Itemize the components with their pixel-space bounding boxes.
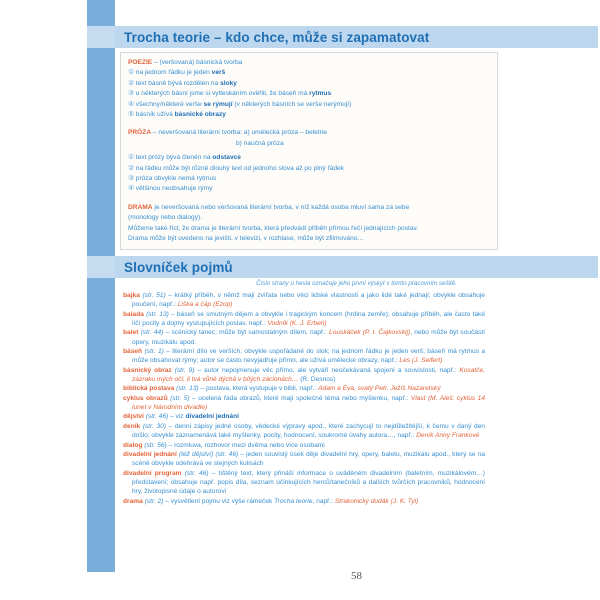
drama-paragraph: Můžeme také říct, že drama je literární tvorba, která předvádí příběh přímou řečí jednajících postav. <box>128 224 419 232</box>
item-text: próza obvykle nemá rytmus <box>135 175 217 183</box>
glossary-page-ref: (str. 56) <box>144 441 167 449</box>
glossary-term: bajka <box>123 292 140 299</box>
glossary-work-title: Strakonický dudák (J. K. Tyl) <box>334 497 419 505</box>
glossary-entry-biblicka-postava <box>123 384 485 393</box>
item-text: básník užívá <box>135 111 175 119</box>
decorative-left-bar-theory-segment <box>87 26 115 48</box>
proza-item <box>128 174 490 184</box>
glossary-body: – postava, která vystupuje v bibli, např.: <box>198 385 319 393</box>
item-text: všechny/některé verše <box>135 100 204 108</box>
list-marker: ① <box>128 154 135 162</box>
glossary-body-after: (R. Desnos) <box>298 376 336 384</box>
section-title-glossary: Slovníček pojmů <box>124 259 233 275</box>
glossary-note: Číslo strany u hesla označuje jeho první výskyt v tomto pracovním sešitě. <box>256 280 457 287</box>
glossary-work-title: Kosatče, zázraku mých očí, li tvá vůně dýchá v bílých záclonách… <box>132 366 485 384</box>
item-text: na jednom řádku je jeden <box>135 69 212 77</box>
glossary-page-ref: (str. 2) <box>144 497 164 505</box>
glossary-work-title: Liška a čáp (Ezop) <box>177 301 233 309</box>
glossary-alt-name: (též dějství) <box>178 450 214 458</box>
glossary-body-after: , např.: <box>312 497 335 505</box>
list-marker: ④ <box>128 185 135 193</box>
glossary-work-title: Louskáček (P. I. Čajkovskij) <box>329 329 411 337</box>
item-text: na řádku může být různě dlouhý text od jednoho slova až po plný řádek <box>135 164 344 172</box>
proza-item <box>128 164 490 174</box>
spacer <box>128 195 490 203</box>
glossary-page-ref: (str. 13) <box>146 310 169 318</box>
glossary-entry-divadelni-program <box>123 469 485 497</box>
glossary-term: balada <box>123 310 144 318</box>
glossary-entry-cyklus-obrazu <box>123 394 485 413</box>
glossary-page-ref: (str. 44) <box>140 329 164 337</box>
glossary-body: – autor nepojmenuje věc přímo, ale vytváří neočekávaná spojení a souvislosti, např.: <box>194 366 460 374</box>
glossary-entry-drama <box>123 497 485 506</box>
glossary-body: – viz <box>168 413 186 421</box>
glossary-page-ref: (str. 5) <box>170 394 190 402</box>
glossary-page-ref: (str. 51) <box>142 292 166 299</box>
glossary-page-ref: (str. 30) <box>142 422 167 430</box>
glossary-body: – jeden souvislý úsek děje divadelní hry, opery, baletu, muzikálu apod., který se na scéně obvykle odehrává ve stejných kulisách <box>132 450 485 468</box>
decorative-left-bar <box>87 0 115 572</box>
list-marker: ① <box>128 69 135 77</box>
poezie-item <box>128 68 490 78</box>
item-bold: rytmus <box>309 90 332 98</box>
item-bold: odstavce <box>212 154 241 162</box>
glossary-work-title: Vlast (M. Aleš: cyklus 14 lunet v Národním divadle) <box>132 394 485 412</box>
glossary-page-ref: (str. 46) <box>215 450 239 458</box>
glossary-body: – literární dílo ve verších, obvykle uspořádané do slok; na jednom řádku je jeden verš; báseň má rytmus a může obsahovat rýmy; autor se často nevyjadřuje přímo, ale užívá umělecké obrazy, např.: <box>132 348 485 365</box>
poezie-item <box>128 100 490 110</box>
glossary-body: – tištěný text, který přináší informace o uváděném divadelním (baletním, muzikálovém…) představení; obsahuje např. popis díla, seznam účinkujících herců/tanečníků a dalších tvůrčích pracovníků, hodnocení hry, životopisné údaje o autorovi <box>132 469 485 496</box>
poezie-item <box>128 110 490 120</box>
proza-label: PRÓZA <box>128 129 152 137</box>
list-marker: ② <box>128 79 135 87</box>
glossary-body: – báseň se smutným dějem a obvykle i tragickým koncem (hrdina zemře); obsahuje příběh, ale často také líčí pocity a dojmy vystupujících postav, např.: <box>132 310 485 328</box>
glossary-term: básnický obraz <box>123 366 172 374</box>
drama-heading-rest: je neveršovaná nebo veršovaná literární tvorba, v níž každá osoba mluví sama za sebe <box>152 203 410 211</box>
glossary-entry-balet <box>123 328 485 347</box>
glossary-entry-dialog <box>123 441 485 450</box>
proza-heading <box>128 128 490 138</box>
glossary-entry-denik <box>123 422 485 441</box>
glossary-entry-basen <box>123 347 485 366</box>
item-bold: se rýmují <box>203 100 233 108</box>
glossary-term: dějství <box>123 413 144 421</box>
proza-heading-rest: – neveršovaná literární tvorba: a) umělecká próza – beletrie <box>151 129 328 137</box>
glossary-term: deník <box>123 422 141 430</box>
list-marker: ② <box>128 164 135 172</box>
glossary-page-ref: (str. 9) <box>174 366 195 374</box>
glossary-entry-bajka <box>123 291 485 310</box>
item-text: text prózy bývá členěn na <box>135 154 213 162</box>
decorative-left-bar-glossary-segment <box>87 256 115 278</box>
glossary-box-reference: Trocha teorie <box>274 497 313 505</box>
item-text: většinou neobsahuje rýmy <box>135 185 213 193</box>
item-bold: verš <box>211 69 226 77</box>
proza-heading-line2: b) naučná próza <box>236 139 284 147</box>
glossary-cross-reference: divadelní jednání <box>185 413 239 421</box>
glossary-entry-basnicky-obraz <box>123 366 485 385</box>
glossary-term: balet <box>123 329 139 337</box>
glossary-body: – denní zápisy jedné osoby, vědecké výpravy apod., které zachycují to nejdůležitější, k čemu v daný den došlo; obvykle zaznamenává také myšlenky, pocity, hodnocení, soukromé úvahy autora…, např.: <box>132 422 485 440</box>
drama-paragraph: (monology nebo dialogy). <box>128 214 203 222</box>
glossary-term: báseň <box>123 348 143 356</box>
glossary-entry-dejstvi <box>123 412 485 421</box>
item-text: u některých básní jsme si vytleskáním ověřili, že báseň má <box>135 90 310 98</box>
spacer <box>128 120 490 128</box>
page-content <box>115 0 600 600</box>
drama-heading <box>128 203 490 213</box>
section-banner-glossary <box>115 256 598 278</box>
glossary-term: divadelní program <box>123 469 182 477</box>
glossary-work-title: Deník Anny Frankové <box>416 432 480 440</box>
poezie-heading-rest: – (veršovaná) básnická tvorba <box>152 59 243 66</box>
glossary-term: dialog <box>123 441 143 449</box>
glossary-term: cyklus obrazů <box>123 394 168 402</box>
glossary-work-title: Vodník (K. J. Erben) <box>267 320 327 328</box>
glossary-body: – rozmluva, rozhovor mezi dvěma nebo více osobami <box>166 441 325 449</box>
glossary-term: divadelní jednání <box>123 450 177 458</box>
list-marker: ③ <box>128 90 135 98</box>
glossary-page-ref: (str. 13) <box>176 385 199 393</box>
glossary-entry-balada <box>123 310 485 329</box>
item-text: text básně bývá rozdělen na <box>135 79 221 87</box>
glossary-list <box>123 291 485 506</box>
list-marker: ③ <box>128 175 135 183</box>
glossary-body: – vysvětlení pojmu viz výše rámeček <box>163 497 275 505</box>
theory-box <box>120 52 498 250</box>
glossary-body-after: , nebo může být součástí opery, muzikálu apod. <box>132 329 485 346</box>
glossary-term: biblická postava <box>123 385 175 393</box>
poezie-heading <box>128 58 490 68</box>
page-number: 58 <box>351 570 362 582</box>
section-banner-theory <box>115 26 598 48</box>
poezie-label: POEZIE <box>128 59 153 66</box>
section-title-theory: Trocha teorie – kdo chce, může si zapamatovat <box>124 29 430 45</box>
glossary-page-ref: (str. 46) <box>145 413 169 421</box>
proza-item <box>128 153 490 163</box>
list-marker: ④ <box>128 100 135 108</box>
drama-label: DRAMA <box>128 203 153 211</box>
glossary-body: – scénický tanec; může být samostatným dílem, např.: <box>163 329 330 337</box>
item-bold: sloky <box>220 79 237 87</box>
item-text-post: (v některých básních se verše nerýmují) <box>232 100 352 108</box>
item-bold: básnické obrazy <box>174 111 226 119</box>
glossary-body: – krátký příběh, v němž mají zvířata nebo věci lidské vlastnosti a jako lidé také jednají; obvykle obsahuje poučení, např.: <box>132 292 485 309</box>
glossary-work-title: Les (J. Seifert) <box>399 357 443 365</box>
proza-item <box>128 184 490 194</box>
glossary-page-ref: (str. 46) <box>184 469 209 477</box>
glossary-body: – ucelená řada obrazů, které mají společné téma nebo myšlenku, např.: <box>189 394 411 402</box>
glossary-entry-divadelni-jednani <box>123 450 485 469</box>
glossary-term: drama <box>123 497 143 505</box>
poezie-item <box>128 79 490 89</box>
poezie-item <box>128 89 490 99</box>
glossary-work-title: Adam a Eva, svatý Petr, Ježíš Nazaretský <box>318 385 441 393</box>
drama-paragraph: Drama může být uvedeno na jevišti, v televizi, v rozhlase, může být zfilmováno… <box>128 235 365 243</box>
glossary-page-ref: (str. 1) <box>144 348 164 356</box>
list-marker: ⑤ <box>128 111 135 119</box>
